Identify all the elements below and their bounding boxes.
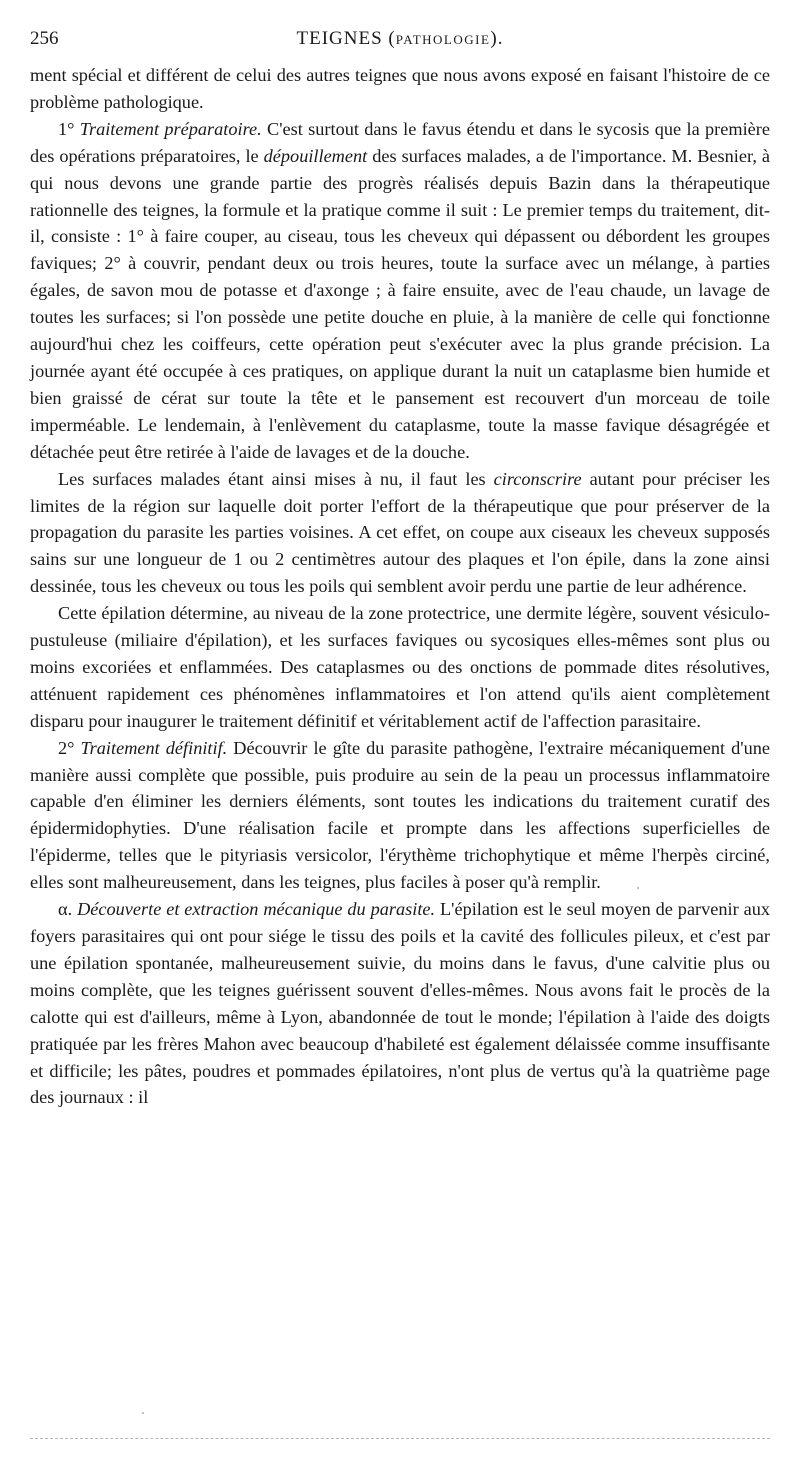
paragraph-parasite-extraction: [30, 896, 770, 1111]
body-text: [30, 62, 770, 1111]
text-run: α.: [58, 899, 78, 920]
paragraph-definitive-treatment: [30, 735, 770, 896]
running-title-subject: PATHOLOGIE: [395, 32, 491, 47]
paragraph-preparatory-treatment: [30, 116, 770, 466]
italic-text-run: Traitement préparatoire.: [79, 118, 262, 139]
print-speck: [142, 1412, 144, 1414]
running-title-end: ).: [490, 28, 504, 49]
paragraph-epilation-effects: [30, 600, 770, 735]
text-run: Cette épilation détermine, au niveau de la zone protectrice, une dermite légère, souvent vésiculo-pustuleuse (miliaire d'épilation), et les surfaces faviques ou sycosiques elles-mêmes sont plus ou moins excoriées et enflammées. Des cataplasmes ou des onctions de pommade dites résolutives, atténuent rapidement ces phénomènes inflammatoires et l'on attend qu'ils aient complètement disparu pour inaugurer le traitement définitif et véritablement actif de l'affection parasitaire.: [30, 603, 770, 731]
print-speck: [637, 887, 639, 889]
italic-text-run: dépouillement: [263, 145, 368, 166]
running-title-main: TEIGNES (: [296, 28, 396, 49]
text-run: Les surfaces malades étant ainsi mises à nu, il faut les: [58, 468, 494, 489]
text-run: 1°: [58, 118, 80, 139]
book-page: [30, 22, 770, 1111]
italic-text-run: Découverte et extraction mécanique du parasite.: [77, 899, 436, 920]
italic-text-run: Traitement définitif.: [80, 737, 228, 758]
running-title: [30, 28, 770, 50]
text-run: C'est surtout dans le favus étendu et dans le sycosis que la première des opérations préparatoires, le: [30, 118, 770, 166]
italic-text-run: circonscrire: [493, 468, 582, 489]
page-number: 256: [30, 28, 59, 49]
text-run: des surfaces malades, a de l'importance. M. Besnier, à qui nous devons une grande partie des progrès réalisés depuis Bazin dans la thérapeutique rationnelle des teignes, la formule et la pratique comme il suit : Le premier temps du traitement, dit-il, consiste : 1° à faire couper, au ciseau, tous les cheveux qui dépassent ou débordent les groupes faviques; 2° à couvrir, pendant deux ou trois heures, toute la surface avec un mélange, à parties égales, de savon mou de potasse et d'axonge ; à faire ensuite, avec de l'eau chaude, un lavage de toutes les surfaces; si l'on possède une petite douche en pluie, à la manière de celle qui fonctionne aujourd'hui chez les coiffeurs, cette opération peut s'exécuter avec la plus grande précision. La journée ayant été occupée à ces pratiques, on applique durant la nuit un cataplasme bien humide et bien graissé de cérat sur toute la tête et le pansement est recouvert d'un morceau de toile imperméable. Le lendemain, à l'enlèvement du cataplasme, toute la masse favique désagrégée et détachée peut être retirée à l'aide de lavages et de la douche.: [30, 145, 770, 462]
text-run: Découvrir le gîte du parasite pathogène, l'extraire mécaniquement d'une manière aussi complète que possible, puis produire au sein de la peau un processus inflammatoire capable d'en éliminer les derniers éléments, sont toutes les indications du traitement curatif des épidermidophyties. D'une réalisation facile et prompte dans les affections superficielles de l'épiderme, telles que le pityriasis versicolor, l'érythème trichophytique et même l'herpès circiné, elles sont malheureusement, dans les teignes, plus faciles à poser qu'à remplir.: [30, 737, 770, 893]
text-run: L'épilation est le seul moyen de parvenir aux foyers parasitaires qui ont pour siége le tissu des poils et la cavité des follicules pileux, et c'est par une épilation spontanée, malheureusement suivie, du moins dans le favus, d'une calvitie plus ou moins complète, que les teignes guérissent souvent d'elles-mêmes. Nous avons fait le procès de la calotte qui est d'ailleurs, même à Lyon, abandonnée de tout le monde; l'épilation à l'aide des doigts pratiquée par les frères Mahon avec beaucoup d'habileté est également délaissée comme insuffisante et difficile; les pâtes, poudres et pommades épilatoires, n'ont plus de vertus qu'à la quatrième page des journaux : il: [30, 899, 771, 1108]
paragraph-continuation: [30, 62, 770, 116]
text-run: ment spécial et différent de celui des autres teignes que nous avons exposé en faisant l'histoire de ce problème pathologique.: [30, 65, 770, 112]
text-run: 2°: [58, 737, 81, 758]
running-header: [30, 22, 770, 52]
footer-rule: [30, 1438, 770, 1439]
paragraph-circumscription: [30, 466, 770, 601]
text-run: autant pour préciser les limites de la région sur laquelle doit porter l'effort de la thérapeutique que pour préserver de la propagation du parasite les parties voisines. A cet effet, on coupe aux ciseaux les cheveux supposés sains sur une longueur de 1 ou 2 centimètres autour des plaques et l'on épile, dans la zone ainsi dessinée, tous les cheveux ou tous les poils qui semblent avoir perdu une partie de leur adhérence.: [30, 468, 770, 597]
